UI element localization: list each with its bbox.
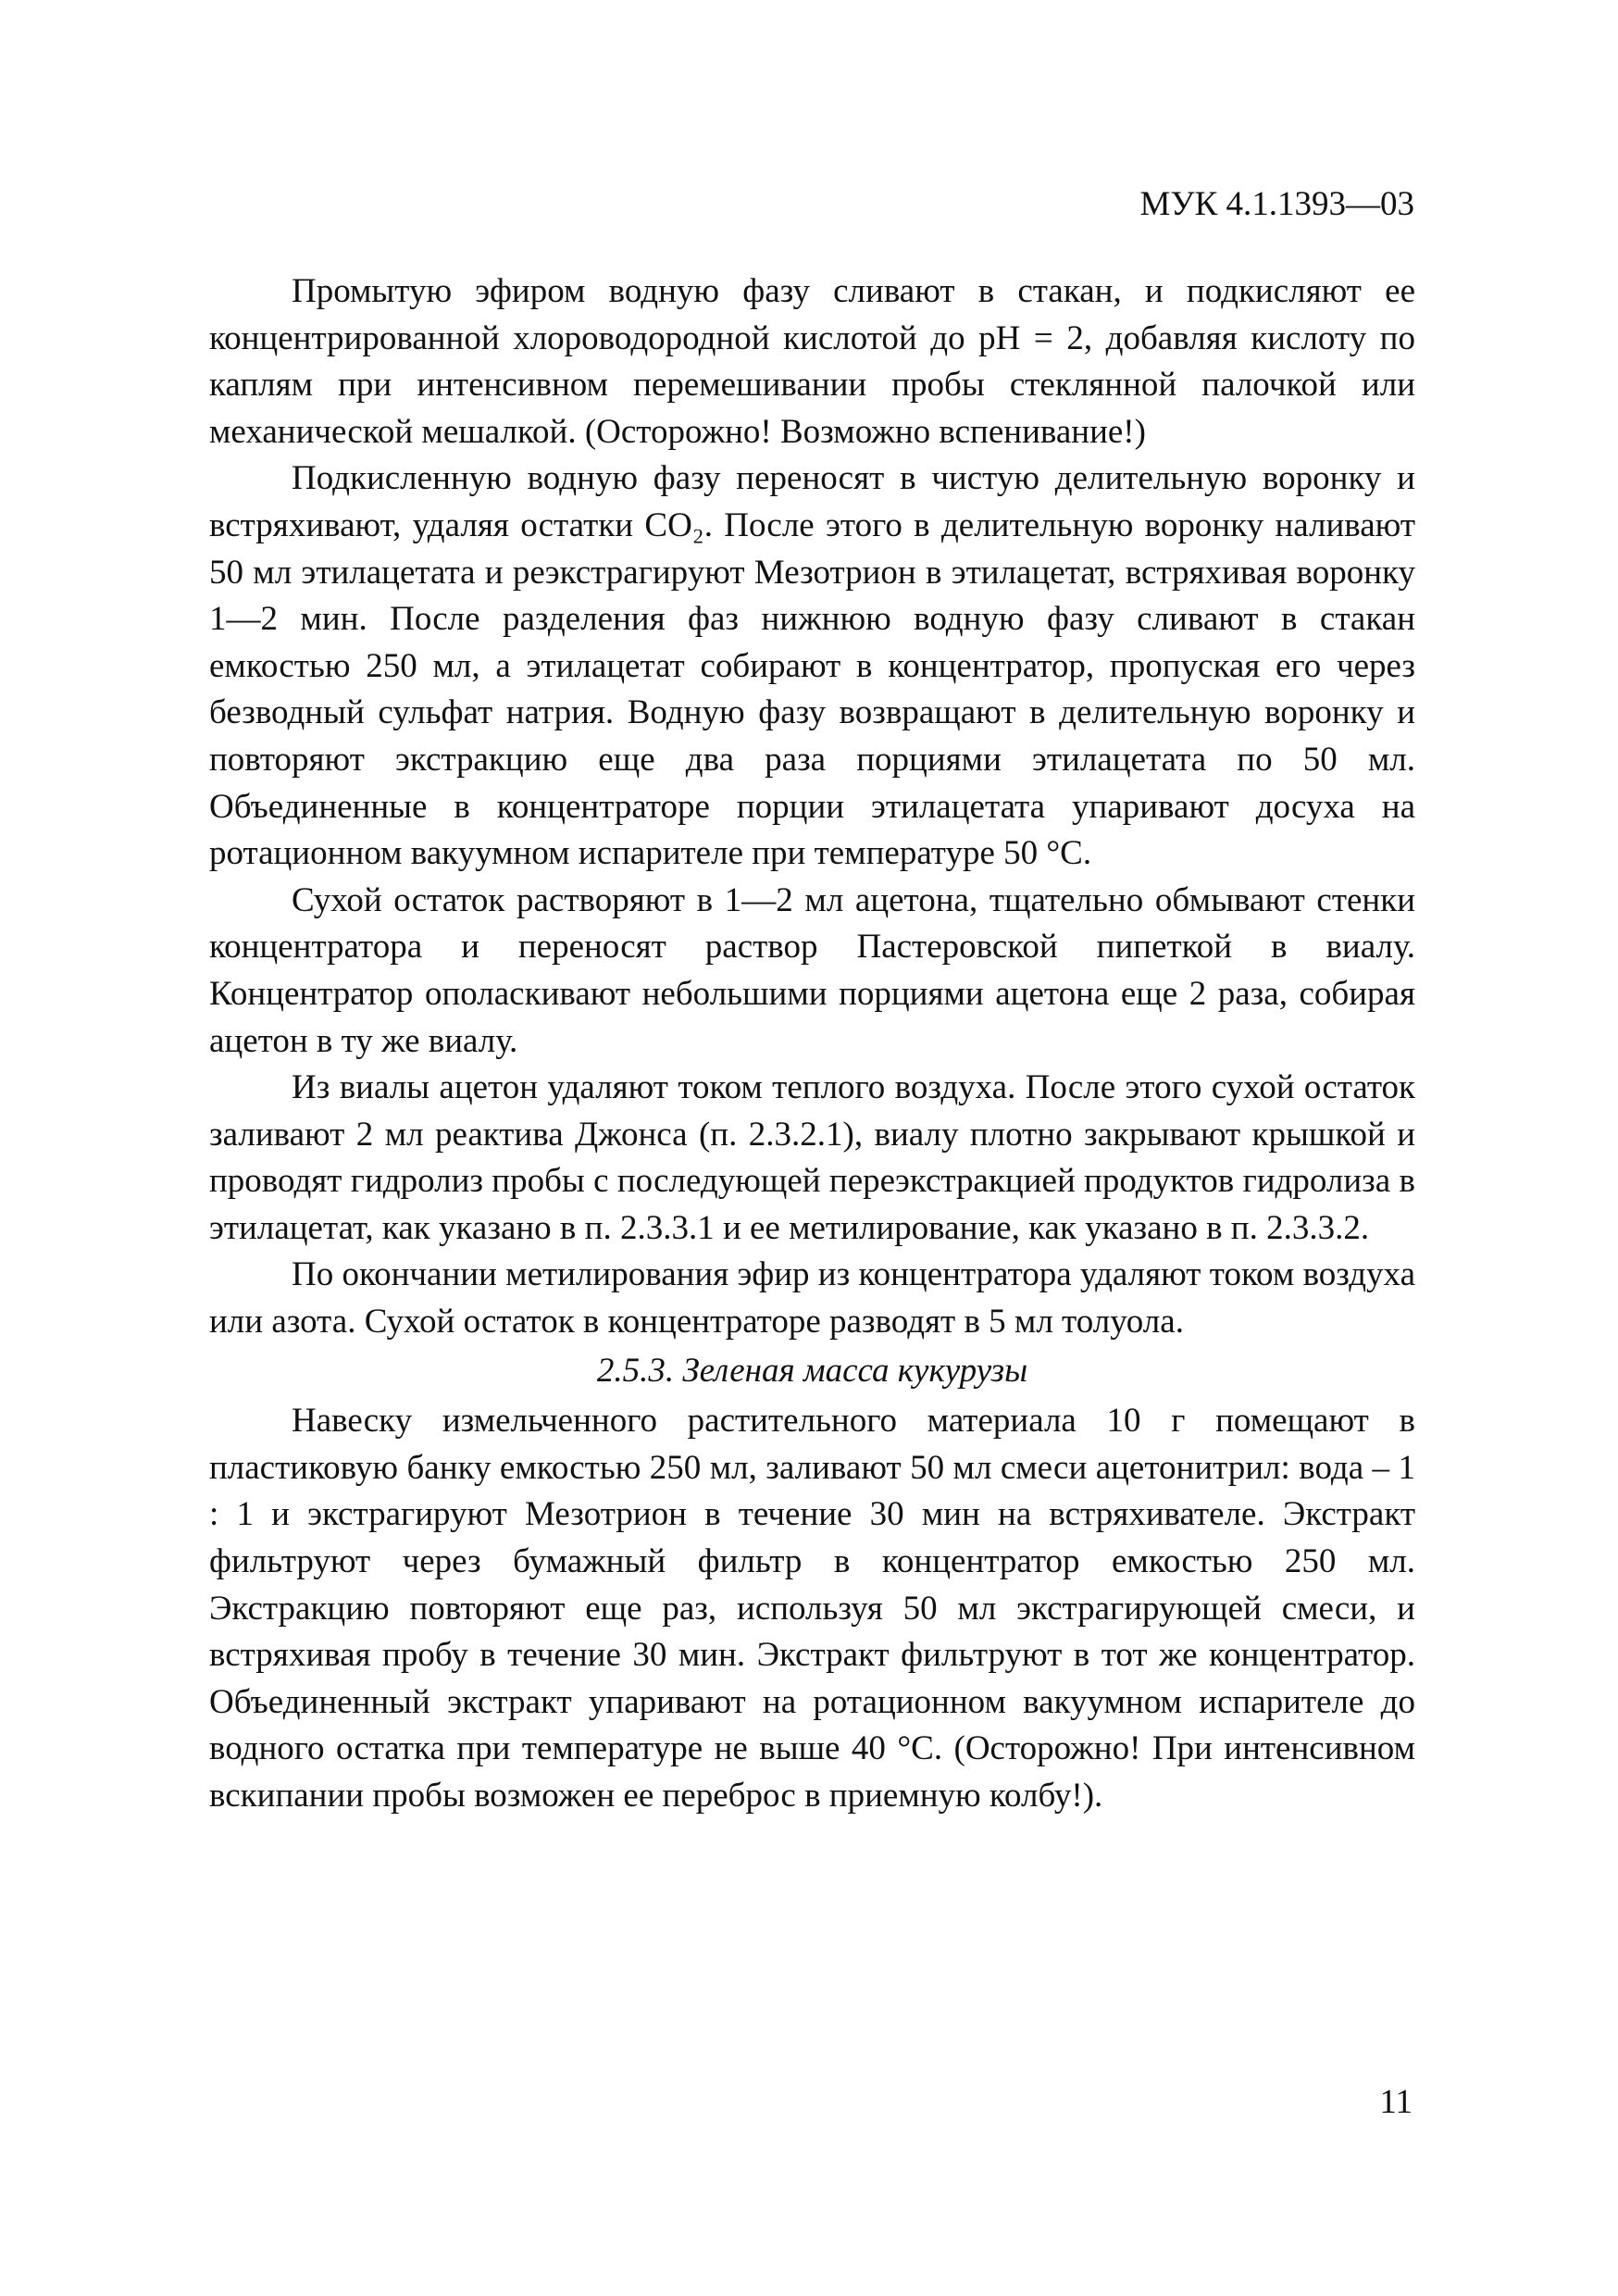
paragraph-acidification: Промытую эфиром водную фазу сливают в стакан, и подкисляют ее концентрированной хлороводородной кислотой до pH = 2, добавляя кислоту по каплям при интенсивном перемешивании пробы стеклянной палочкой или механической мешалкой. (Осторожно! Возможно вспенивание!) (209, 272, 1415, 451)
paragraph-reextraction: Подкисленную водную фазу переносят в чистую делительную воронку и встряхивают, удаляя остатки CO₂. После этого в делительную воронку наливают 50 мл этилацетата и реэкстрагируют Мезотрион в этилацетат, встряхивая воронку 1—2 мин. После разделения фаз нижнюю водную фазу сливают в стакан емкостью 250 мл, а этилацетат собирают в концентратор, пропуская его через безводный сульфат натрия. Водную фазу возвращают в делительную воронку и повторяют экстракцию еще два раза порциями этилацетата по 50 мл. Объединенные в концентраторе порции этилацетата упаривают досуха на ротационном вакуумном испарителе при температуре 50 °С. (209, 459, 1415, 873)
paragraph-corn-sample: Навеску измельченного растительного материала 10 г помещают в пластиковую банку емкостью 250 мл, заливают 50 мл смеси ацетонитрил: вода – 1 : 1 и экстрагируют Мезотрион в течение 30 мин на встряхивателе. Экстракт фильтруют через бумажный фильтр в концентратор емкостью 250 мл. Экстракцию повторяют еще раз, используя 50 мл экстрагирующей смеси, и встряхивая пробу в течение 30 мин. Экстракт фильтруют в тот же концентратор. Объединенный экстракт упаривают на ротационном вакуумном испарителе до водного остатка при температуре не выше 40 °С. (Осторожно! При интенсивном вскипании пробы возможен ее переброс в приемную колбу!). (209, 1402, 1415, 1815)
page-content (209, 268, 1415, 1820)
paragraph-hydrolysis: Из виалы ацетон удаляют током теплого воздуха. После этого сухой остаток заливают 2 мл реактива Джонса (п. 2.3.2.1), виалу плотно закрывают крышкой и проводят гидролиз пробы с последующей переэкстракцией продуктов гидролиза в этилацетат, как указано в п. 2.3.3.1 и ее метилирование, как указано в п. 2.3.3.2. (209, 1068, 1415, 1247)
paragraph-dissolution: Сухой остаток растворяют в 1—2 мл ацетона, тщательно обмывают стенки концентратора и переносят раствор Пастеровской пипеткой в виалу. Концентратор ополаскивают небольшими порциями ацетона еще 2 раза, собирая ацетон в ту же виалу. (209, 880, 1415, 1060)
document-code: МУК 4.1.1393—03 (1139, 185, 1414, 223)
section-title: 2.5.3. Зеленая масса кукурузы (596, 1351, 1028, 1390)
paragraph-methylation-finish: По окончании метилирования эфир из концентратора удаляют током воздуха или азота. Сухой остаток в концентраторе разводят в 5 мл толуола. (209, 1255, 1415, 1341)
page-number: 11 (1379, 2083, 1413, 2121)
